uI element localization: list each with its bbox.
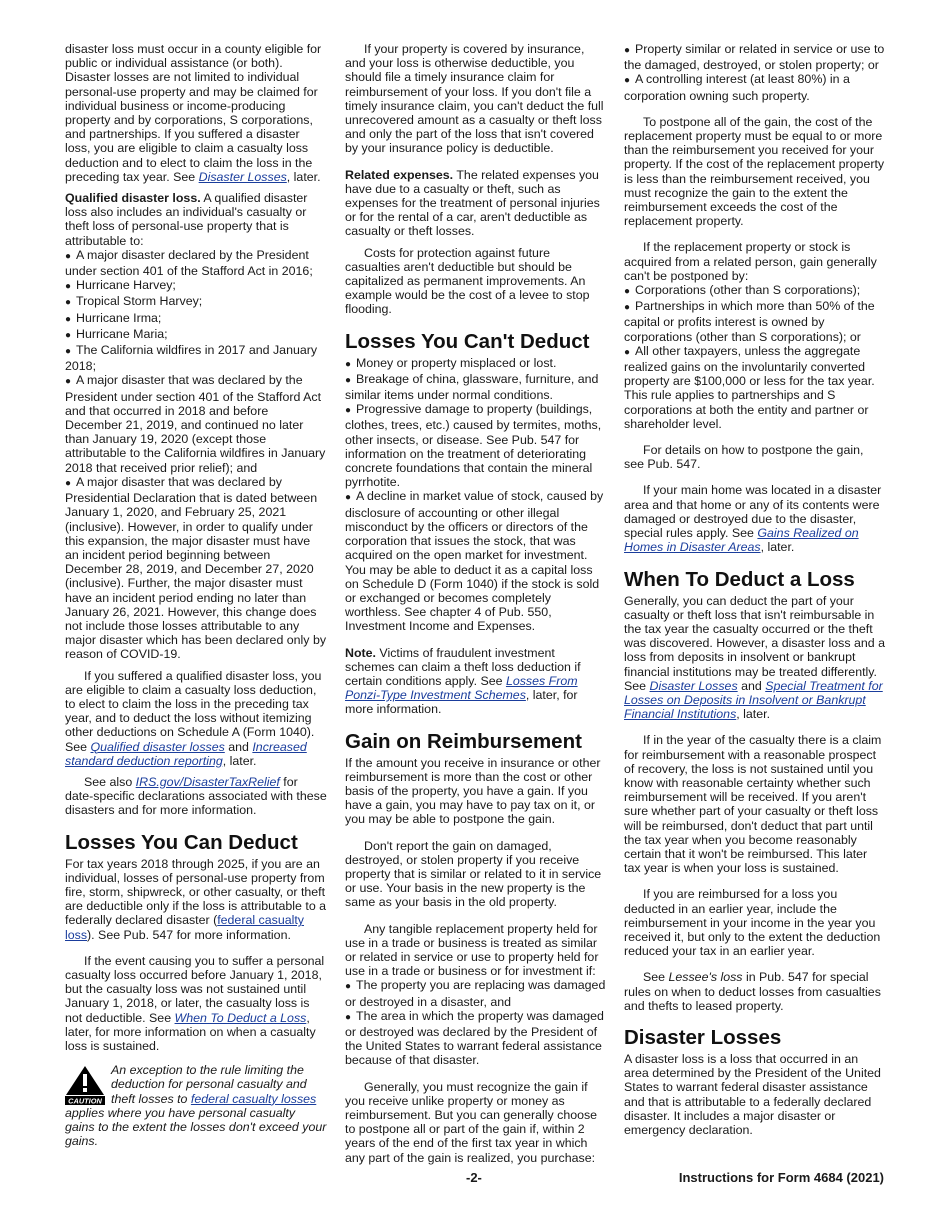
page-number: -2-: [466, 1170, 482, 1185]
related-expenses-heading: Related expenses.: [345, 167, 454, 182]
svg-text:CAUTION: CAUTION: [68, 1096, 102, 1106]
list-item: ● A major disaster declared by the President under section 401 of the Stafford Act in 2016;: [65, 247, 313, 279]
paragraph: If the amount you receive in insurance or other reimbursement is more than the cost or other basis of the property, you have a gain. If you have a gain, you may have to pay tax on it, or you may be able to postpone the gain.: [345, 755, 601, 827]
list-item: ● Property similar or related in service or use to the damaged, destroyed, or stolen property; or: [624, 42, 885, 73]
caution-note: CAUTION An exception to the rule limiting the deduction for personal casualty and theft losses to federal casualty losses applies where you have personal casualty gains to the extent the losses don't exceed your gains.: [65, 1063, 327, 1149]
list-item: ● A major disaster that was declared by Presidential Declaration that is dated between January 1, 2020, and February 25, 2021 (inclusive). However, in order to qualify under this expansion, the major disaster must have an incident period beginning between December 28, 2019, and December 27, 2020 (inclusive). Further, the major disaster must have an incident period ending no later than January 26, 2021. However, this change does not include those losses attributable to any major disaster which has been declared only by reason of COVID-19.: [65, 474, 327, 662]
list-item: ● Hurricane Maria;: [65, 326, 168, 341]
paragraph: For tax years 2018 through 2025, if you are an individual, losses of personal-use property from fire, storm, shipwreck, or other casualty, or theft are deductible only if the loss is attributable to a federally declared disaster (federal casualty loss). See Pub. 547 for more information.: [65, 856, 327, 942]
list-item: ● Partnerships in which more than 50% of the capital or profits interest is owned by corporations (other than S corporations); or: [624, 299, 875, 344]
link-increased-standard-deduction[interactable]: Increased standard deduction reporting: [65, 739, 307, 768]
paragraph: Generally, you can deduct the part of your casualty or theft loss that isn't reimbursable in the tax year the casualty occurred or the theft was discovered. However, a disaster loss and a loss from deposits in insolvent or bankrupt financial institutions may be treated differently. See Disaster Losses and Special Treatment for Losses on Deposits in Insolvent or Bankrupt Financial Institutions, later.: [624, 593, 886, 722]
note-heading: Note.: [345, 645, 376, 660]
paragraph: If your main home was located in a disaster area and that home or any of its contents were damaged or destroyed due to the disaster, special rules apply. See Gains Realized on Homes in Disaster Areas, later.: [624, 483, 882, 555]
list-item: ● The California wildfires in 2017 and January 2018;: [65, 343, 318, 374]
paragraph: For details on how to postpone the gain, see Pub. 547.: [624, 443, 864, 472]
link-federal-casualty-loss[interactable]: federal casualty loss: [65, 913, 304, 942]
paragraph: Related expenses. The related expenses you have due to a casualty or theft, such as expenses for the treatment of personal injuries or for the rental of a car, aren't deductible as casualty or theft losses.: [345, 167, 600, 239]
paragraph: If your property is covered by insurance, and your loss is otherwise deductible, you should file a timely insurance claim for reimbursement of your loss. If you don't file a timely insurance claim, you can't deduct the full unrecovered amount as a casualty or theft loss and only the part of the loss that isn't covered by your insurance policy is deductible.: [345, 42, 604, 156]
heading-losses-you-cant-deduct: Losses You Can't Deduct: [345, 329, 590, 353]
column-2: [345, 42, 607, 1172]
paragraph: Costs for protection against future casualties aren't deductible but should be capitalized as permanent improvements. An example would be the cost of a levee to stop flooding.: [345, 245, 590, 317]
paragraph: If you are reimbursed for a loss you deducted in an earlier year, include the reimbursement in your income in the year you received it, but only to the extent the deduction reduced your tax in an earlier year.: [624, 887, 881, 959]
link-qualified-disaster-losses[interactable]: Qualified disaster losses: [90, 739, 225, 754]
list-item: ● Corporations (other than S corporations);: [624, 283, 861, 298]
paragraph: See also IRS.gov/DisasterTaxRelief for date-specific declarations associated with these disasters and for more information.: [65, 774, 327, 818]
purchase-list: [624, 42, 886, 103]
heading-when-to-deduct: When To Deduct a Loss: [624, 567, 855, 591]
paragraph: Note. Victims of fraudulent investment schemes can claim a theft loss deduction if certain conditions apply. See Losses From Ponzi-Type Investment Schemes, later, for more information.: [345, 645, 581, 717]
paragraph: A disaster loss is a loss that occurred in an area determined by the President of the United States to warrant federal disaster assistance and that is attributable to a federally declared disaster. It includes a major disaster or emergency declaration.: [624, 1051, 881, 1137]
list-item: ● A controlling interest (at least 80%) in a corporation owning such property.: [624, 72, 850, 103]
link-irs-disaster-tax-relief[interactable]: IRS.gov/DisasterTaxRelief: [135, 774, 280, 789]
qdl-heading: Qualified disaster loss.: [65, 191, 201, 206]
link-when-to-deduct[interactable]: When To Deduct a Loss: [174, 1010, 307, 1025]
link-ponzi-schemes[interactable]: Losses From Ponzi-Type Investment Schemes: [345, 673, 578, 703]
list-item: ● Money or property misplaced or lost.: [345, 355, 557, 370]
link-gains-realized-homes[interactable]: Gains Realized on Homes in Disaster Areas: [624, 526, 859, 555]
cant-list: [345, 356, 607, 634]
caution-icon: [65, 1065, 105, 1105]
form-title: Instructions for Form 4684 (2021): [678, 1170, 884, 1185]
list-item: ● Tropical Storm Harvey;: [65, 294, 203, 309]
paragraph: If the event causing you to suffer a personal casualty loss occurred before January 1, 2018, but the casualty loss was not sustained until January 1, 2018, or later, the casualty loss is not deductible. See When To Deduct a Loss, later, for more information on when a casualty loss is sustained.: [65, 953, 325, 1053]
paragraph: Don't report the gain on damaged, destroyed, or stolen property if you receive property that is similar or related to it in service or use. Your basis in the new property is the same as your basis in the old property.: [345, 838, 602, 910]
list-item: ● Progressive damage to property (buildings, clothes, trees, etc.) caused by termites, moths, other insects, or disease. See Pub. 547 for information on the treatment of deteriorating concrete foundations that contain the mineral pyrrhotite.: [345, 402, 602, 490]
link-federal-casualty-losses[interactable]: federal casualty losses: [190, 1091, 317, 1106]
list-item: ● All other taxpayers, unless the aggregate realized gains on the involuntarily converted property are $100,000 or less for the tax year. This rule applies to partnerships and S corporations at both the entity and partner or shareholder level.: [624, 343, 875, 431]
paragraph: Generally, you must recognize the gain if you receive unlike property or money as reimbursement. But you can generally choose to postpone all or part of the gain if, within 2 years of the end of the first tax year in which any part of the gain is realized, you purchase:: [345, 1079, 598, 1165]
qdl-list: [65, 248, 327, 662]
paragraph: Any tangible replacement property held for use in a trade or business is treated as similar or related in service or use to property held for use in a trade or business or for investment if:: [345, 921, 599, 979]
link-special-treatment[interactable]: Special Treatment for Losses on Deposits in Insolvent or Bankrupt Financial Institutions: [624, 678, 883, 722]
replacement-list: [345, 978, 607, 1067]
list-item: ● The area in which the property was damaged or destroyed was declared by the President of the United States to warrant federal assistance because of that disaster.: [345, 1008, 604, 1068]
paragraph: See Lessee's loss in Pub. 547 for special rules on when to deduct losses from casualties and thefts to leased property.: [624, 970, 881, 1013]
paragraph: If you suffered a qualified disaster loss, you are eligible to claim a casualty loss deduction, to elect to claim the loss in the preceding tax year, and to deduct the loss without itemizing other deductions on Schedule A (Form 1040). See Qualified disaster losses and Increased standard deduction reporting, later.: [65, 668, 322, 768]
list-item: ● Breakage of china, glassware, furniture, and similar items under normal conditions.: [345, 371, 599, 403]
list-item: ● A decline in market value of stock, caused by disclosure of accounting or other illegal misconduct by the officers or directors of the corporation that issues the stock, that was acquired on the open market for investment. You may be able to deduct it as a capital loss on Schedule D (Form 1040) if the stock is sold or exchanged or becomes completely worthless. See chapter 4 of Pub. 550, Investment Income and Expenses.: [345, 489, 604, 634]
heading-losses-you-can-deduct: Losses You Can Deduct: [65, 830, 298, 854]
paragraph: If the replacement property or stock is acquired from a related person, gain generally can't be postponed by:: [624, 240, 877, 283]
list-item: ● Hurricane Irma;: [65, 310, 162, 325]
paragraph: disaster loss must occur in a county eligible for public or individual assistance (or both). Disaster losses are not limited to individual personal-use property and may be claimed for individual business or income-producing property and by corporations, S corporations, and partnerships. If you suffered a disaster loss, you are eligible to claim a casualty loss deduction and to elect to claim the loss in the preceding tax year. See Disaster Losses, later.: [65, 42, 322, 184]
paragraph: To postpone all of the gain, the cost of the replacement property must be equal to or more than the reimbursement you received for your property. If the cost of the replacement property is less than the reimbursement received, you must recognize the gain to the extent the reimbursement exceeds the cost of the replacement property.: [624, 114, 885, 229]
list-item: ● A major disaster that was declared by the President under section 401 of the Stafford Act and that occurred in 2018 and before December 21, 2019, and continued no later than January 19, 2020 (except those attributable to the California wildfires in January 2018 that received prior relief); and: [65, 373, 326, 475]
heading-disaster-losses: Disaster Losses: [624, 1025, 782, 1049]
paragraph: Qualified disaster loss. A qualified disaster loss also includes an individual's casualty or theft loss of personal-use property that is attributable to:: [65, 191, 308, 248]
heading-gain-on-reimbursement: Gain on Reimbursement: [345, 729, 582, 753]
list-item: ● The property you are replacing was damaged or destroyed in a disaster, and: [345, 978, 606, 1009]
column-3: [624, 42, 886, 1144]
list-item: ● Hurricane Harvey;: [65, 278, 176, 293]
link-disaster-losses[interactable]: Disaster Losses: [198, 169, 287, 184]
column-1: [65, 42, 327, 1148]
link-disaster-losses-2[interactable]: Disaster Losses: [649, 678, 738, 693]
paragraph: If in the year of the casualty there is a claim for reimbursement with a reasonable prospect of recovery, the loss is not sustained until you know with reasonable certainty whether such reimbursement will be received. If you aren't sure whether part of your casualty or theft loss will be reimbursed, don't deduct that part until the tax year when you become reasonably certain that it won't be reimbursed. This later tax year is when your loss is sustained.: [624, 733, 882, 876]
related-person-list: [624, 283, 886, 431]
